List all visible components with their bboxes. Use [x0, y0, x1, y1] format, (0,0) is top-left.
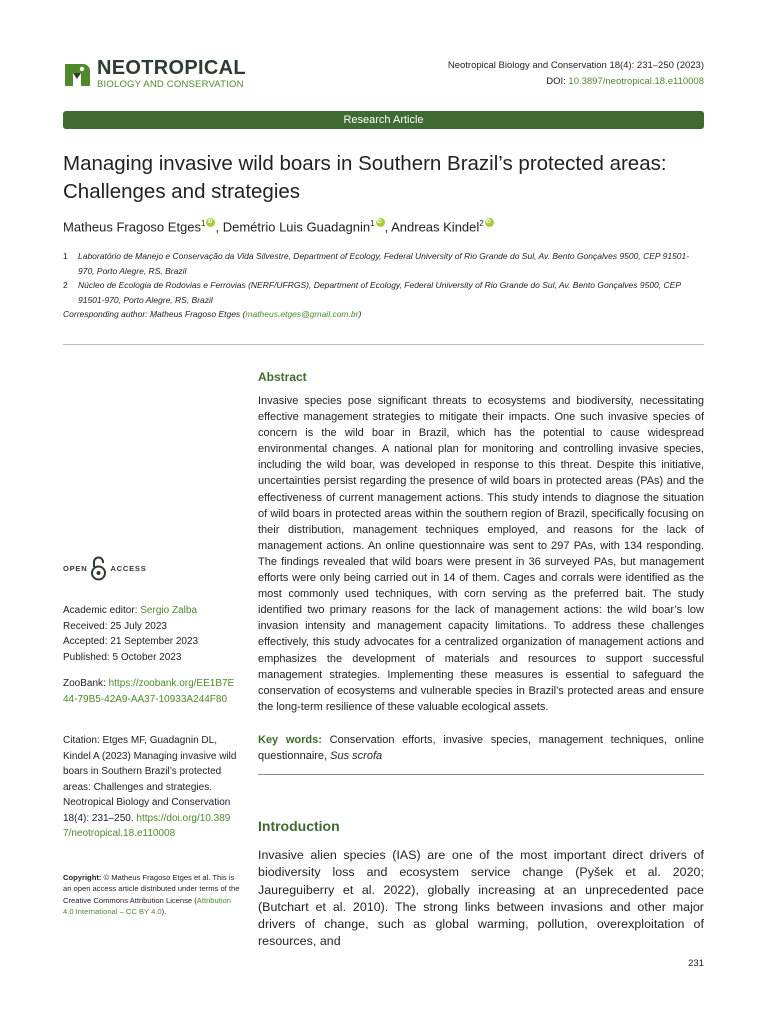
accepted-date: [63, 634, 198, 650]
zoobank-label: ZooBank:: [63, 678, 106, 689]
orcid-icon[interactable]: [485, 218, 494, 227]
open-access-label: OPEN: [63, 564, 88, 573]
keywords: [258, 733, 704, 764]
citation-label: Citation:: [63, 735, 100, 746]
copyright-info: [63, 872, 241, 918]
author-name[interactable]: Matheus Fragoso Etges: [63, 219, 202, 235]
affiliation-number: 2: [63, 280, 68, 290]
author-name[interactable]: Demétrio Luis Guadagnin: [222, 219, 371, 235]
accepted-label: Accepted:: [63, 636, 108, 647]
citation-info: [63, 733, 238, 842]
corresponding-author-label: Corresponding author: Matheus Fragoso Etges (: [63, 309, 246, 319]
doi-label: DOI:: [546, 76, 566, 87]
zoobank-link[interactable]: https://zoobank.org/EE1B7E44-79B5-42A9-AA37-10933A244F80: [63, 678, 235, 705]
page-number: 231: [688, 958, 704, 969]
affiliation-item: [63, 249, 704, 278]
introduction-body: Invasive alien species (IAS) are one of the most important direct drivers of biodiversity loss and ecosystem service change (Pyšek et al. 2020; Jaureguiberry et al. 2022), globally increasing at an unprecedented pace (Butchart et al. 2010). The strong links between invasions and other major drivers of change, such as global warming, pollution, overexploitation of resources, and: [258, 848, 704, 949]
affiliation-text: Laboratório de Manejo e Conservação da Vida Silvestre, Department of Ecology, Federal University of Rio Grande do Sul, Av. Bento Gonçalves 9500, CEP 91501-970, Porto Alegre, RS, Brazil: [78, 251, 690, 276]
copyright-label: Copyright:: [63, 873, 102, 882]
published-label: Published:: [63, 651, 110, 663]
author-affiliation-marker: 1: [201, 219, 206, 228]
orcid-icon[interactable]: [376, 218, 385, 227]
keywords-italic-term: Sus scrofa: [330, 749, 383, 762]
abstract-body: Invasive species pose significant threats to ecosystems and biodiversity, necessitating effective management strategies to mitigate their impacts. One such invasive species of concern is the wild boar in Brazil, which has the potential to cause widespread environmental changes. A national plan for monitoring and controlling invasive species, including the wild boar, was developed in response to this threat. Despite this initiative, uncertainties persist regarding the presence of wild boars in protected areas (PAs) and the effectiveness of current management actions. This study intends to diagnose the situation of wild boars in protected areas within the southern region of Brazil, specifically focusing on their distribution, management techniques employed, and reasons for the lack of management actions. An online questionnaire was sent to 297 PAs, with 134 responding. The findings revealed that wild boars were present in 36 surveyed PAs, but management efforts were only being carried out in 14 of them. Cages and corrals were identified as the most commonly used techniques, with corn serving as the preferred bait. The study identified two primary reasons for the lack of management actions: the wild boar’s low invasion intensity and management capacity limitations. To address these challenges effectively, this study advocates for a centralized organization of management actions and emphasizes the development of materials and resources to support successful management strategies. Implementing these measures is essential to safeguard the conservation of ecosystems and vulnerable species in Brazil’s protected areas and ensure the long-term resilience of these valuable ecological assets.: [258, 395, 704, 713]
doi-link[interactable]: 10.3897/neotropical.18.e110008: [568, 76, 704, 87]
zoobank-info: [63, 676, 238, 707]
article-title: Managing invasive wild boars in Southern Brazil’s protected areas: Challenges and strategies: [63, 152, 667, 203]
author-list: Matheus Fragoso Etges$^1$iD , Demétrio Luis Guadagnin$^1$iD , Andreas Kindel$^2$iD: [63, 215, 704, 236]
author-affiliation-marker: 1: [370, 219, 375, 228]
academic-editor-link[interactable]: Sergio Zalba: [140, 605, 197, 616]
citation-text: Etges MF, Guadagnin DL, Kindel A (2023) Managing invasive wild boars in Southern Brazil’s protected areas: Challenges and strategies. Neotropical Biology and Conservation 18(4): 231–250.: [63, 735, 237, 824]
copyright-end: ).: [161, 907, 167, 917]
open-access-lock-icon: [90, 556, 107, 581]
parrot-logo-icon: [63, 60, 91, 88]
access-label: ACCESS: [110, 564, 147, 573]
published-date: [63, 650, 198, 666]
author-affiliation-marker: 2: [479, 219, 484, 228]
doi-line: [448, 74, 704, 90]
logo-subtitle: BIOLOGY AND CONSERVATION: [97, 79, 244, 90]
article-type-banner: Research Article: [63, 111, 704, 129]
academic-editor: [63, 603, 198, 619]
affiliations: [63, 249, 704, 322]
journal-logo: [63, 58, 246, 90]
orcid-icon[interactable]: [206, 218, 215, 227]
received-value: 25 July 2023: [110, 620, 167, 632]
license-link[interactable]: Attribution 4.0 International – CC BY 4.0: [63, 895, 231, 917]
affiliation-item: [63, 278, 704, 307]
section-divider: [63, 344, 704, 345]
abstract-divider: [258, 774, 704, 775]
accepted-value: 21 September 2023: [110, 636, 199, 647]
journal-reference: [448, 58, 704, 90]
received-label: Received:: [63, 620, 108, 632]
corresponding-author-close: ): [358, 309, 362, 319]
keywords-list: Conservation efforts, invasive species, management techniques, online questionnaire,: [258, 734, 704, 762]
abstract-heading: Abstract: [258, 370, 307, 384]
affiliation-number: 1: [63, 251, 68, 261]
copyright-text: © Matheus Fragoso Etges et al. This is an open access article distributed under terms of the Creative Commons Attribution License (: [63, 873, 240, 905]
author-name[interactable]: Andreas Kindel: [391, 219, 480, 235]
keywords-label: Key words:: [258, 734, 322, 746]
journal-citation: Neotropical Biology and Conservation 18(4): 231–250 (2023): [447, 60, 704, 71]
affiliation-text: Núcleo de Ecologia de Rodovias e Ferrovias (NERF/UFRGS), Department of Ecology, Federal University of Rio Grande do Sul, Av. Bento Gonçalves 9500, CEP 91501-970, Porto Alegre, RS, Brazil: [78, 280, 681, 305]
published-value: 5 October 2023: [112, 651, 182, 663]
corresponding-author: [63, 307, 704, 322]
corresponding-email-link[interactable]: matheus.etges@gmail.com.br: [245, 309, 359, 319]
logo-title: NEOTROPICAL: [97, 57, 246, 79]
academic-editor-label: Academic editor:: [63, 605, 138, 616]
received-date: [63, 619, 198, 635]
citation-doi-link[interactable]: https://doi.org/10.3897/neotropical.18.e110008: [63, 812, 231, 839]
open-access-badge: [63, 556, 147, 581]
editorial-info: [63, 603, 198, 665]
introduction-heading: Introduction: [258, 818, 340, 834]
